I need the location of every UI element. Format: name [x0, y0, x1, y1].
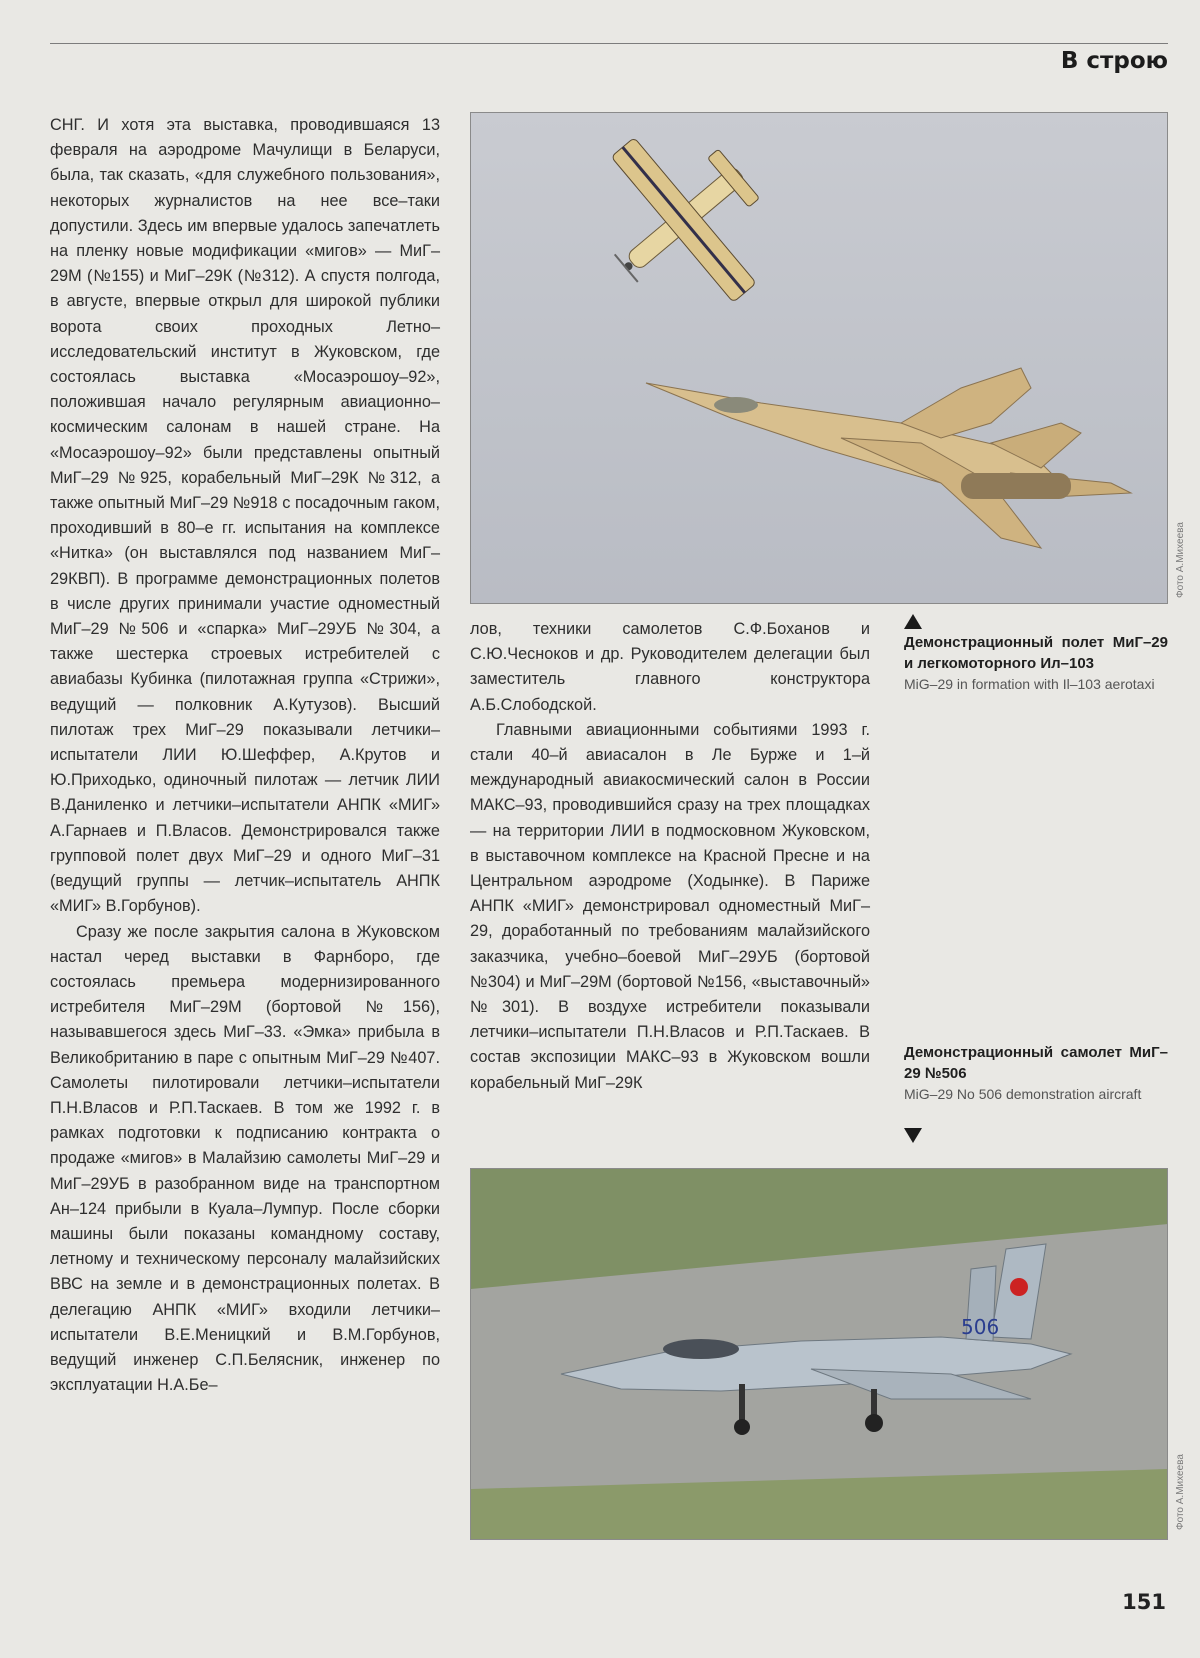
page-number: 151 [1122, 1590, 1166, 1614]
photo-credit: Фото А.Михеева [1175, 1454, 1186, 1530]
caption-bottom [904, 1042, 1168, 1105]
caption-arrow-down-icon [904, 1128, 922, 1143]
middle-text-column [470, 617, 870, 1096]
caption-en: MiG–29 No 506 demonstration aircraft [904, 1086, 1142, 1102]
left-text-column [50, 113, 440, 1398]
photo-demonstration-aircraft [470, 1168, 1168, 1540]
photo-formation-flight [470, 112, 1168, 604]
paragraph: Сразу же после закрытия салона в Жуковском настал черед выставки в Фарнборо, где состоялась премьера модернизированного истребителя МиГ–29М (бортовой №156), называвшегося здесь МиГ–33. «Эмка» прибыла в Великобританию в паре с опытным МиГ–29 №407. Самолеты пилотировали летчики–испытатели П.Н.Власов и Р.П.Таскаев. В том же 1992 г. в рамках подготовки к подписанию контракта о продаже «мигов» в Малайзию самолеты МиГ–29 и МиГ–29УБ в разобранном виде на транспортном Ан–124 прибыли в Куала–Лумпур. После сборки машины были показаны командному составу, летному и техническому персоналу малайзийских ВВС на земле и в демонстрационных полетах. В делегацию АНПК «МИГ» входили летчики–испытатели В.Е.Меницкий и В.М.Горбунов, ведущий инженер С.П.Белясник, инженер по эксплуатации Н.А.Бе– [50, 922, 440, 1395]
caption-top [904, 632, 1168, 695]
section-title: В строю [1060, 48, 1168, 74]
tail-number: 506 [961, 1315, 1000, 1339]
mig-29-aircraft [646, 368, 1131, 548]
il-103-aircraft [564, 113, 800, 342]
header-rule [50, 43, 1168, 44]
caption-ru: Демонстрационный самолет МиГ–29 №506 [904, 1044, 1168, 1082]
paragraph: лов, техники самолетов С.Ф.Боханов и С.Ю.Чесноков и др. Руководителем делегации был заместитель главного конструктора А.Б.Слободской. [470, 620, 870, 714]
paragraph: Главными авиационными событиями 1993 г. стали 40–й авиасалон в Ле Бурже и 1–й международный авиакосмический салон в России МАКС–93, проводившийся сразу на трех площадках — на территории ЛИИ в подмосковном Жуковском, в выставочном комплексе на Красной Пресне и на Центральном аэродроме (Ходынке). В Париже АНПК «МИГ» демонстрировал одноместный МиГ–29, доработанный по требованиям малайзийского заказчика, учебно–боевой МиГ–29УБ (бортовой №304) и МиГ–29М (бортовой №156, «выставочный» №301). В воздухе истребители показывали летчики–испытатели П.Н.Власов и Р.П.Таскаев. В состав экспозиции МАКС–93 в Жуковском вошли корабельный МиГ–29К [470, 720, 870, 1092]
caption-ru: Демонстрационный полет МиГ–29 и легкомоторного Ил–103 [904, 634, 1168, 672]
paragraph: СНГ. И хотя эта выставка, проводившаяся 13 февраля на аэродроме Мачулищи в Беларуси, была, так сказать, «для служебного пользования», некоторых журналистов на нее все–таки допустили. Здесь им впервые удалось запечатлеть на пленку новые модификации «мигов» — МиГ–29М (№155) и МиГ–29К (№312). А спустя полгода, в августе, впервые открыл для широкой публики ворота своих проходных Летно–исследовательский институт в Жуковском, где состоялась выставка «Мосаэрошоу–92», положившая начало регулярным авиационно–космическим салонам в нашей стране. На «Мосаэрошоу–92» были представлены опытный МиГ–29 №925, корабельный МиГ–29К №312, а также опытный МиГ–29 №918 с посадочным гаком, проходивший в 80–е гг. испытания на комплексе «Нитка» (он выставлялся под названием МиГ–29КВП). В программе демонстрационных полетов в числе других принимали участие одноместный МиГ–29 №506 и «спарка» МиГ–29УБ №304, а также шестерка строевых истребителей с авиабазы Кубинка (пилотажная группа «Стрижи», ведущий — полковник А.Кутузов). Высший пилотаж трех МиГ–29 показывали летчики–испытатели ЛИИ Ю.Шеффер, А.Крутов и Ю.Приходько, одиночный пилотаж — летчик ЛИИ В.Даниленко и летчики–испытатели АНПК «МИГ» А.Гарнаев и П.Власов. Демонстрировался также групповой полет двух МиГ–29 и одного МиГ–31 (ведущий группы — летчик–испытатель АНПК «МИГ» В.Горбунов). [50, 116, 440, 916]
caption-arrow-up-icon [904, 614, 922, 629]
caption-en: MiG–29 in formation with Il–103 aerotaxi [904, 676, 1155, 692]
formation-flight-illustration [471, 113, 1168, 604]
parked-aircraft-illustration [471, 1169, 1168, 1540]
photo-credit: Фото А.Михеева [1175, 522, 1186, 598]
